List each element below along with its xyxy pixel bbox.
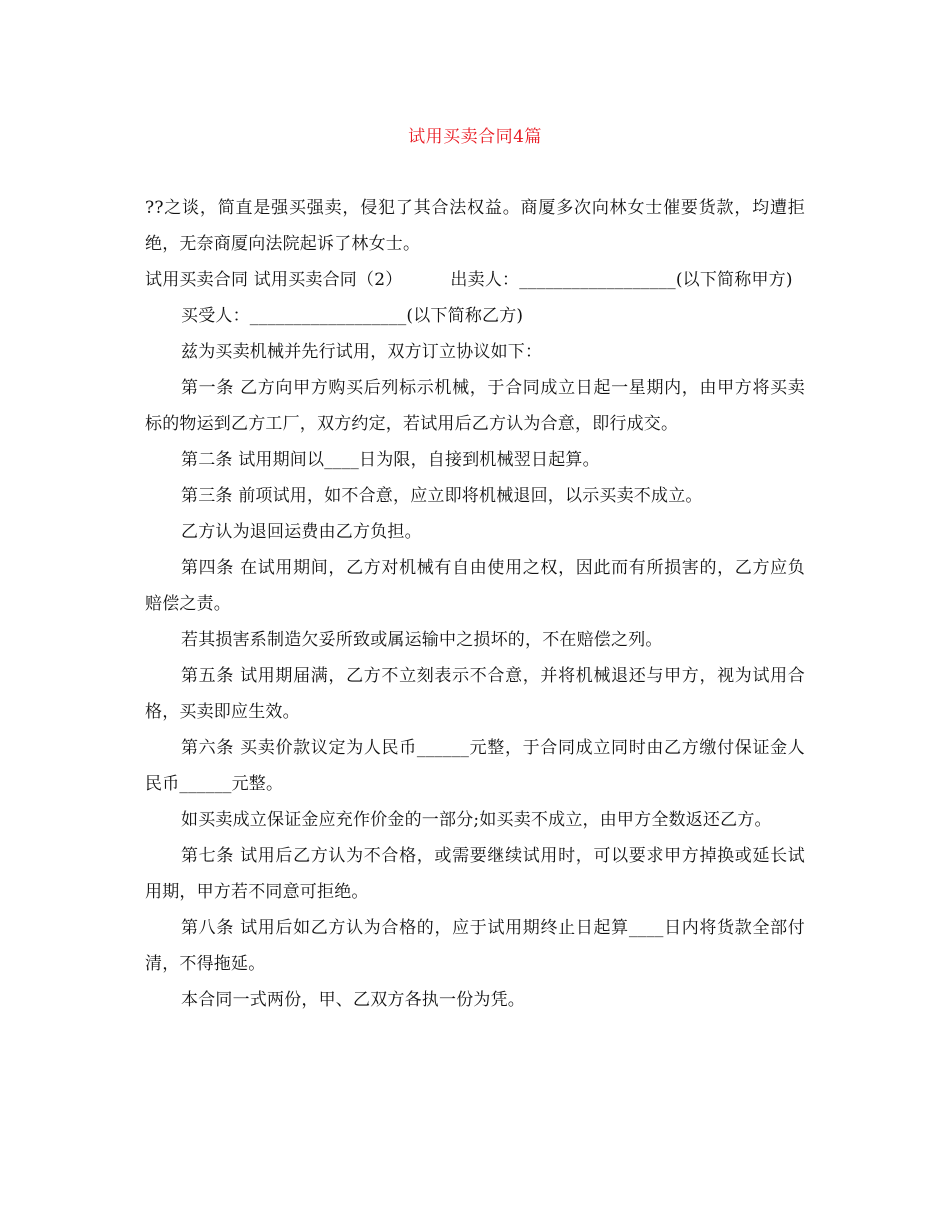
paragraph-14: 第七条 试用后乙方认为不合格，或需要继续试用时，可以要求甲方掉换或延长试用期，甲方若不同意可拒绝。 [145, 846, 805, 902]
contract-heading-inline: 试用买卖合同 试用买卖合同（2） [145, 270, 403, 290]
document-title: 试用买卖合同4篇 [408, 127, 542, 147]
paragraph-4: 兹为买卖机械并先行试用，双方订立协议如下： [181, 342, 543, 362]
paragraph-12: 第六条 买卖价款议定为人民币______元整，于合同成立同时由乙方缴付保证金人民币______元整。 [145, 738, 805, 794]
paragraph-2 [145, 262, 805, 298]
paragraph-1: ??之谈，简直是强买强卖，侵犯了其合法权益。商厦多次向林女士催要货款，均遭拒绝，无奈商厦向法院起诉了林女士。 [145, 198, 805, 254]
paragraph-3: 买受人：__________________(以下简称乙方) [181, 306, 524, 326]
paragraph-13: 如买卖成立保证金应充作价金的一部分;如买卖不成立，由甲方全数返还乙方。 [181, 810, 772, 830]
paragraph-8: 乙方认为退回运费由乙方负担。 [181, 522, 422, 542]
paragraph-11: 第五条 试用期届满，乙方不立刻表示不合意，并将机械退还与甲方，视为试用合格，买卖即应生效。 [145, 666, 805, 722]
paragraph-5: 第一条 乙方向甲方购买后列标示机械，于合同成立日起一星期内，由甲方将买卖标的物运到乙方工厂，双方约定，若试用后乙方认为合意，即行成交。 [145, 378, 805, 434]
seller-field: 出卖人：__________________(以下简称甲方) [450, 270, 793, 290]
paragraph-7: 第三条 前项试用，如不合意，应立即将机械退回，以示买卖不成立。 [181, 486, 703, 506]
paragraph-16: 本合同一式两份，甲、乙双方各执一份为凭。 [181, 990, 525, 1010]
paragraph-6: 第二条 试用期间以____日为限，自接到机械翌日起算。 [181, 450, 600, 470]
paragraph-10: 若其损害系制造欠妥所致或属运输中之损坏的，不在赔偿之列。 [181, 630, 663, 650]
document-body [145, 190, 805, 1018]
paragraph-15: 第八条 试用后如乙方认为合格的，应于试用期终止日起算____日内将货款全部付清，不得拖延。 [145, 918, 805, 974]
paragraph-9: 第四条 在试用期间，乙方对机械有自由使用之权，因此而有所损害的，乙方应负赔偿之责。 [145, 558, 805, 614]
